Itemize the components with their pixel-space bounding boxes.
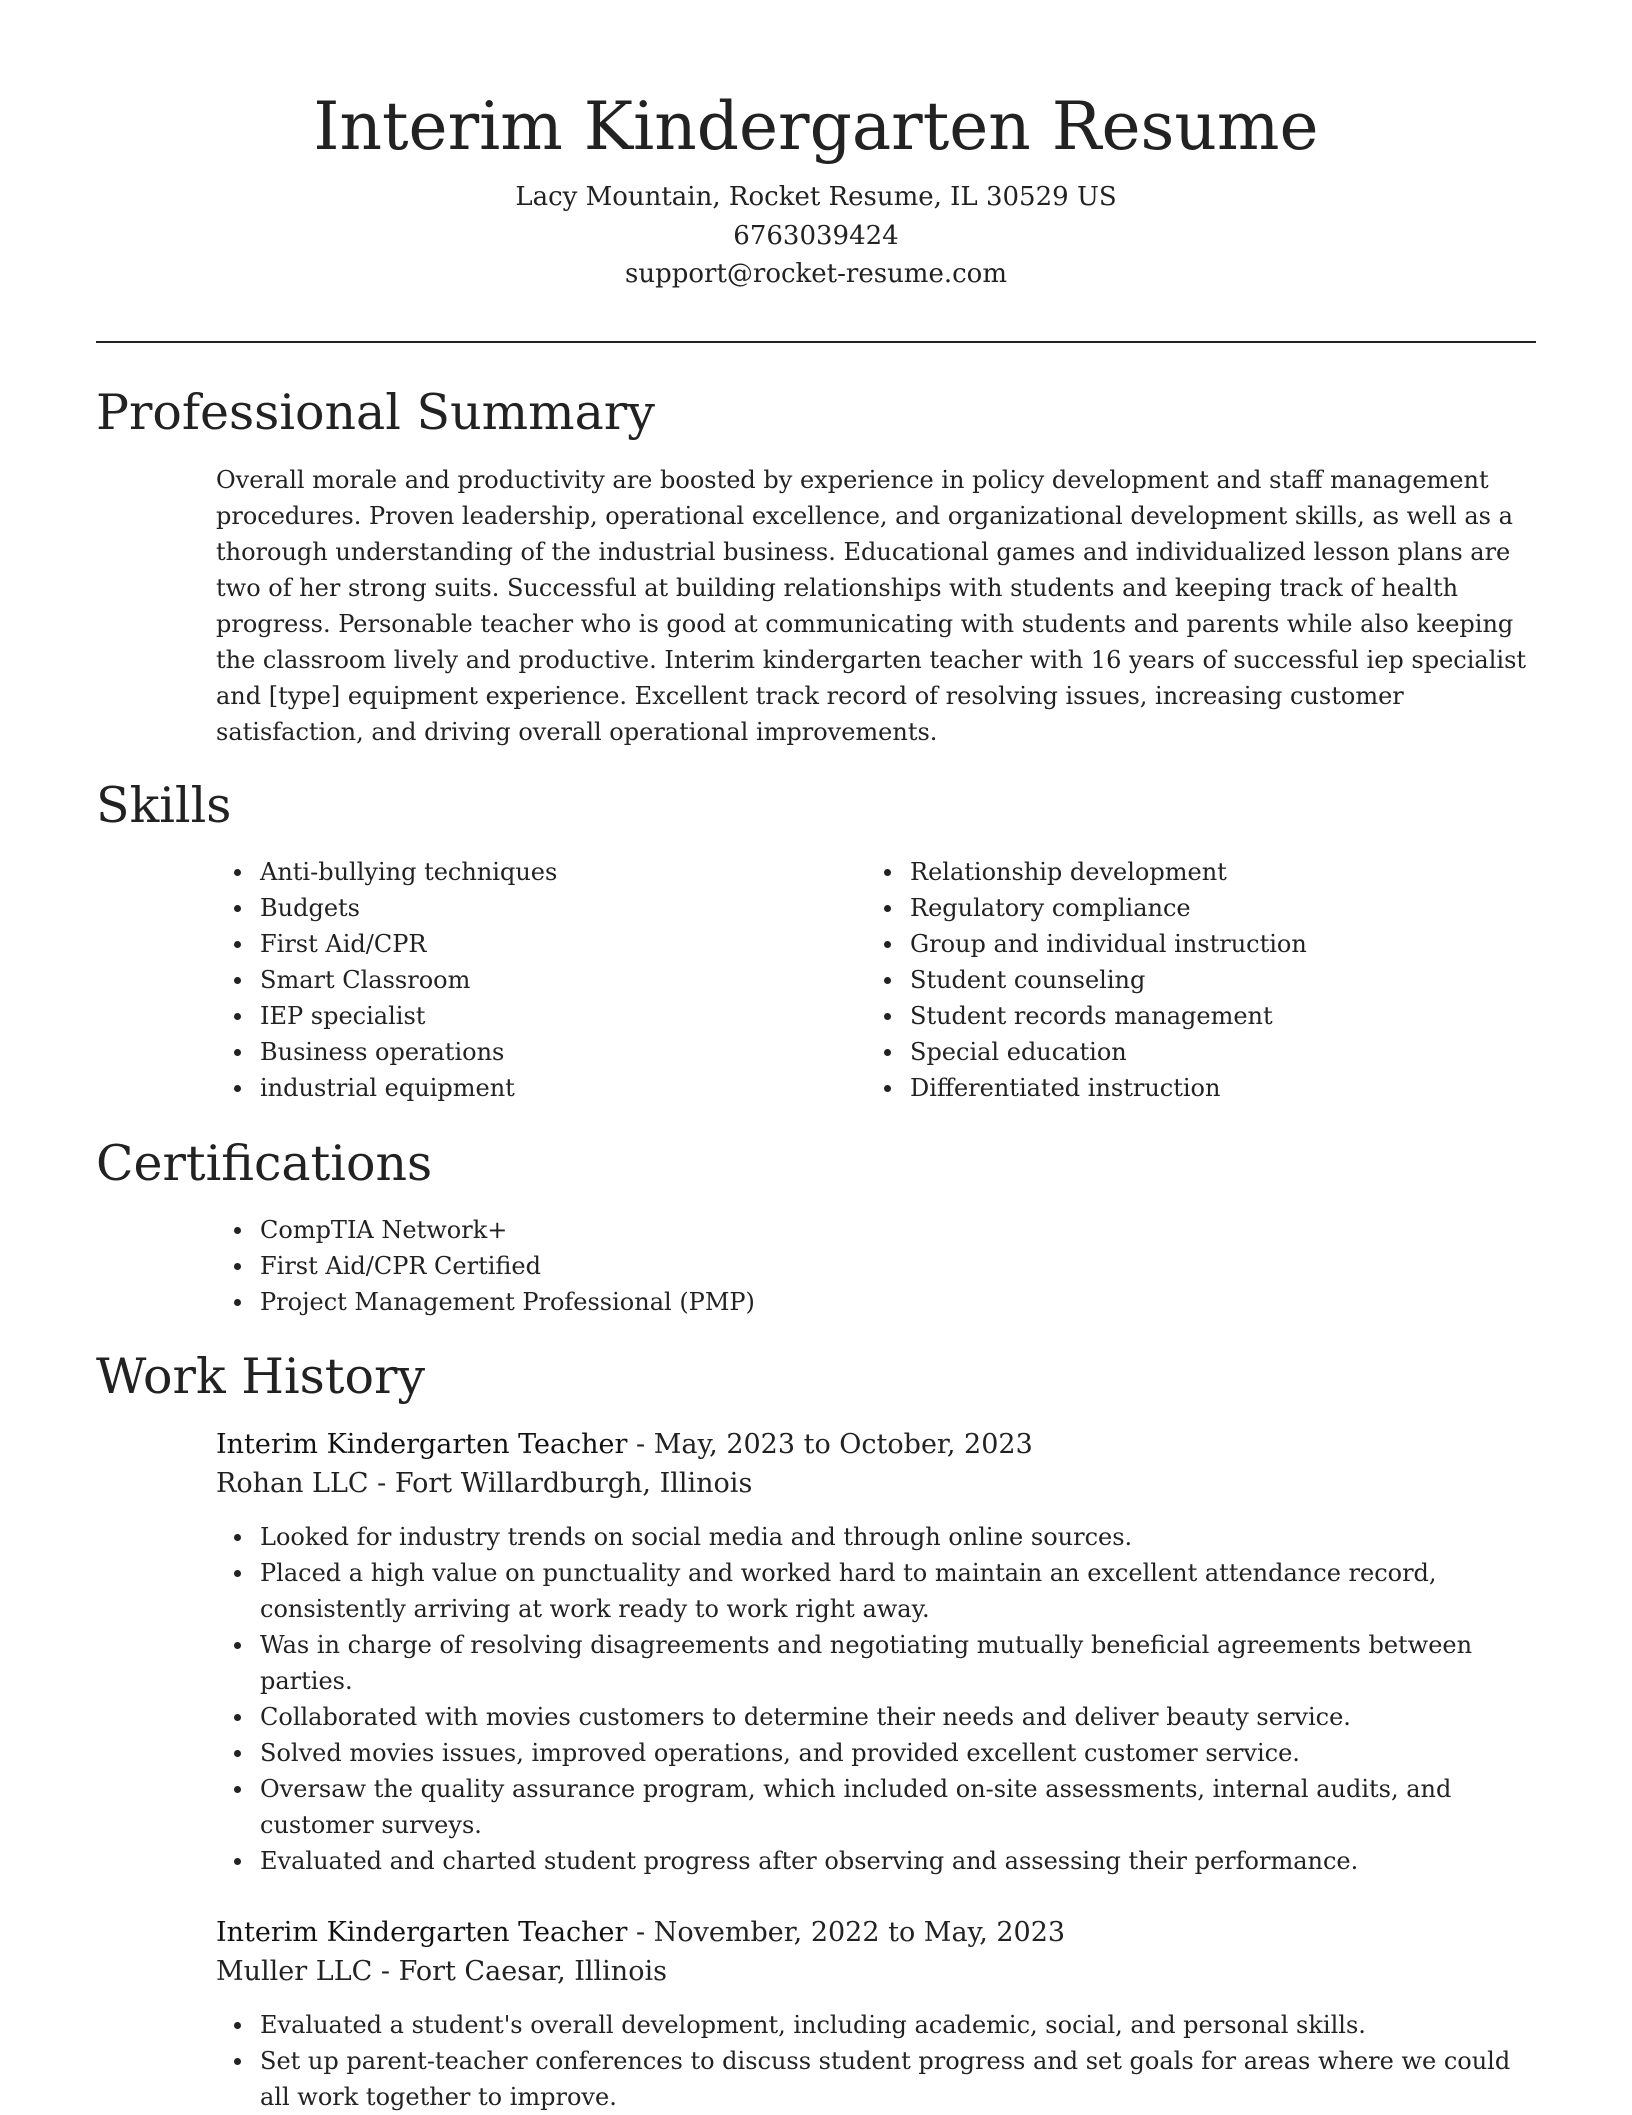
skill-item: Smart Classroom <box>216 962 856 998</box>
skill-item: Group and individual instruction <box>866 926 1526 962</box>
job-title-line <box>216 1426 1546 1465</box>
contact-email: support@rocket-resume.com <box>624 259 1007 289</box>
job-location: - Fort Willardburgh, Illinois <box>368 1467 753 1499</box>
summary-text: Overall morale and productivity are boosted by experience in policy development and staff management procedures. Proven leadership, operational excellence, and organizational development skills, as well as a thorough understanding of the industrial business. Educational games and individualized lesson plans are two of her strong suits. Successful at building relationships with students and keeping track of health progress. Personable teacher who is good at communicating with students and parents while also keeping the classroom lively and productive. Interim kindergarten teacher with 16 years of successful iep specialist and [type] equipment experience. Excellent track record of resolving issues, increasing customer satisfaction, and driving overall operational improvements. <box>216 466 1527 746</box>
job-duties-list <box>216 1519 1546 1879</box>
section-title-summary: Professional Summary <box>96 384 655 441</box>
job-duty: Looked for industry trends on social media and through online sources. <box>216 1519 1546 1555</box>
section-title-work-history: Work History <box>96 1348 426 1405</box>
skill-item: Regulatory compliance <box>866 890 1526 926</box>
certification-item: First Aid/CPR Certified <box>216 1248 1516 1284</box>
skill-item: Student counseling <box>866 962 1526 998</box>
job-company-line <box>216 1953 1546 1992</box>
contact-phone: 6763039424 <box>733 220 899 251</box>
resume-title: Interim Kindergarten Resume <box>313 88 1319 165</box>
job-duty: Oversaw the quality assurance program, which included on-site assessments, internal audits, and customer surveys. <box>216 1771 1546 1843</box>
job-dates: - May, 2023 to October, 2023 <box>627 1429 1033 1460</box>
certification-item: CompTIA Network+ <box>216 1212 1516 1248</box>
skill-item: Relationship development <box>866 854 1526 890</box>
certifications-list <box>216 1212 1516 1320</box>
skill-item: First Aid/CPR <box>216 926 856 962</box>
job-duty: Placed a high value on punctuality and worked hard to maintain an excellent attendance record, consistently arriving at work ready to work right away. <box>216 1555 1546 1627</box>
skills-list-right <box>866 854 1526 1106</box>
contact-address: Lacy Mountain, Rocket Resume, IL 30529 US <box>515 182 1117 212</box>
skill-item: Special education <box>866 1034 1526 1070</box>
job-duty: Evaluated a student's overall development, including academic, social, and personal skills. <box>216 2007 1546 2043</box>
job-title: Interim Kindergarten Teacher <box>216 1917 628 1948</box>
job-duty: Set up parent-teacher conferences to discuss student progress and set goals for areas where we could all work together to improve. <box>216 2043 1546 2115</box>
certification-item: Project Management Professional (PMP) <box>216 1284 1516 1320</box>
skill-item: industrial equipment <box>216 1070 856 1106</box>
section-title-skills: Skills <box>96 777 232 834</box>
job-duties-list <box>216 2007 1546 2115</box>
job-title: Interim Kindergarten Teacher <box>216 1429 628 1460</box>
skill-item: Differentiated instruction <box>866 1070 1526 1106</box>
skill-item: Student records management <box>866 998 1526 1034</box>
skill-item: Budgets <box>216 890 856 926</box>
skill-item: IEP specialist <box>216 998 856 1034</box>
section-title-certifications: Certifications <box>96 1135 433 1192</box>
job-entry <box>216 1426 1546 1879</box>
job-entry <box>216 1914 1546 2115</box>
skills-list-left <box>216 854 856 1106</box>
skill-item: Business operations <box>216 1034 856 1070</box>
contact-block <box>0 178 1632 294</box>
job-duty: Was in charge of resolving disagreements and negotiating mutually beneficial agreements between parties. <box>216 1627 1546 1699</box>
job-dates: - November, 2022 to May, 2023 <box>627 1917 1066 1948</box>
job-duty: Evaluated and charted student progress after observing and assessing their performance. <box>216 1843 1546 1879</box>
job-duty: Solved movies issues, improved operations, and provided excellent customer service. <box>216 1735 1546 1771</box>
job-company: Rohan LLC <box>216 1467 369 1499</box>
job-company: Muller LLC <box>216 1955 373 1987</box>
job-location: - Fort Caesar, Illinois <box>372 1955 667 1987</box>
resume-header <box>0 0 1632 294</box>
job-company-line <box>216 1465 1546 1504</box>
header-divider <box>96 341 1536 343</box>
job-title-line <box>216 1914 1546 1953</box>
job-duty: Collaborated with movies customers to determine their needs and deliver beauty service. <box>216 1699 1546 1735</box>
skill-item: Anti-bullying techniques <box>216 854 856 890</box>
